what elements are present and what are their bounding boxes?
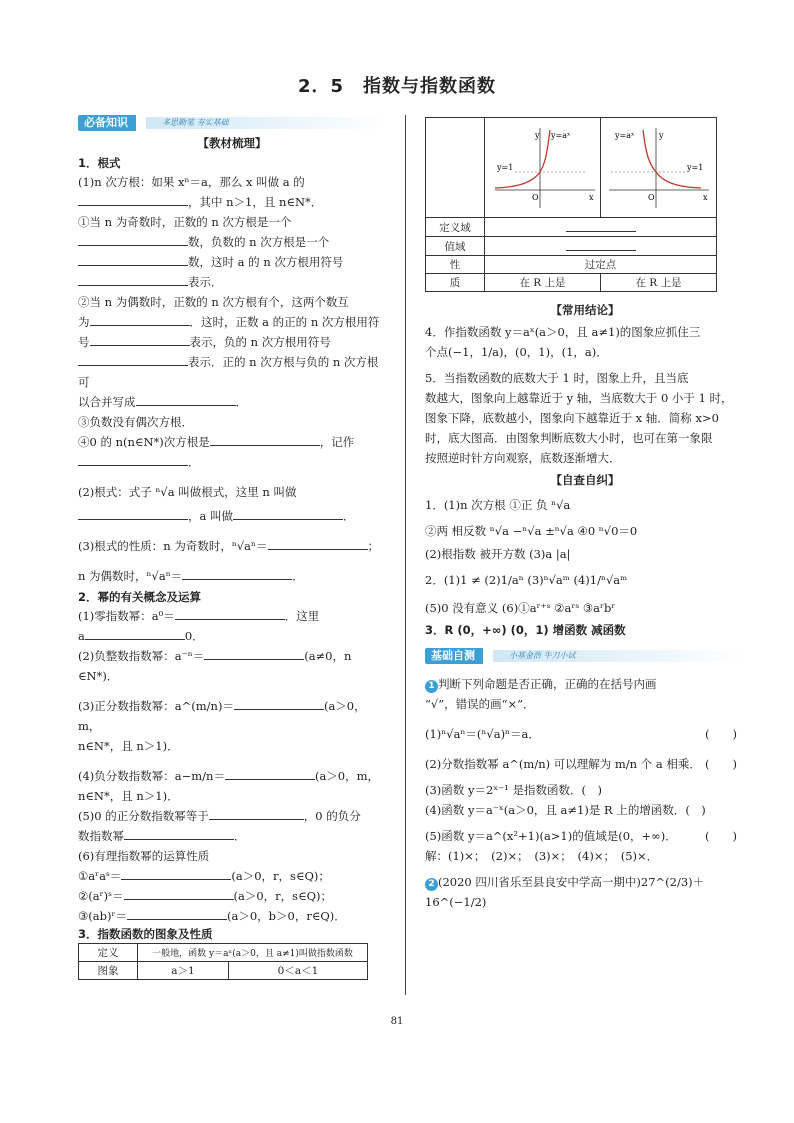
heading-exp-function: 3．指数函数的图象及性质 — [78, 927, 213, 941]
fill-blank[interactable] — [78, 353, 188, 366]
fill-blank[interactable] — [127, 907, 227, 920]
line-label: y=1 — [687, 163, 704, 172]
answer-paren[interactable]: ( ) — [705, 829, 737, 843]
answer-line: 3．R (0，+∞) (0，1) 增函数 减函数 — [425, 623, 626, 637]
question-number: 2 — [425, 878, 438, 891]
fill-blank[interactable] — [136, 393, 236, 406]
solution-line: 解：(1)×； (2)×； (3)×； (4)×； (5)×． — [425, 849, 659, 863]
fill-blank[interactable] — [204, 647, 304, 660]
axis-label-y: y — [659, 131, 664, 140]
selftest-banner — [425, 648, 745, 664]
answer-line: (5)0 没有意义 (6)①aʳ⁺ˢ ②aʳˢ ③aʳbʳ — [425, 601, 616, 615]
answer-paren[interactable]: ( ) — [705, 757, 737, 771]
fill-blank[interactable] — [78, 453, 188, 466]
fill-blank[interactable] — [78, 253, 188, 266]
axis-label-x: x — [703, 193, 708, 202]
graph-increasing — [485, 118, 600, 214]
section-heading: 【教材梳理】 — [197, 136, 267, 150]
fill-blank[interactable] — [566, 238, 636, 251]
graph-decreasing — [601, 118, 716, 214]
fill-blank[interactable] — [78, 233, 188, 246]
page-title: 2．5 指数与指数函数 — [297, 76, 497, 97]
fill-blank[interactable] — [268, 537, 368, 550]
banner-tag: 基础自测 — [425, 648, 483, 664]
fill-blank[interactable] — [225, 767, 315, 780]
question-number: 1 — [425, 680, 438, 693]
answer-line: ②两 相反数 ⁿ√a −ⁿ√a ±ⁿ√a ④0 ⁿ√0＝0 — [425, 524, 638, 538]
axis-label-y: y — [535, 131, 540, 140]
graph-a-gt-1 — [485, 118, 601, 218]
fill-blank[interactable] — [78, 273, 188, 286]
fill-blank[interactable] — [78, 193, 188, 206]
curve-label: y=aˣ — [551, 131, 571, 140]
answer-line: 2．(1)1 ≠ (2)1/aⁿ (3)ⁿ√aᵐ (4)1/ⁿ√aᵐ — [425, 573, 628, 587]
heading-radical: 1．根式 — [78, 156, 121, 170]
fill-blank[interactable] — [182, 567, 292, 580]
section-heading: 【自查自纠】 — [550, 473, 620, 487]
left-column: 必备知识 多思勤笔 夯实基础 【教材梳理】 1．根式 (1)n 次方根：如果 xⁿ＝a，那么 x 叫做 a 的 ，其中 n＞1，且 n∈N*． ①当 n 为奇数时，正数的 n 次方根是一个 数，负数的 n 次方根是一个 数，这时 a 的 n 次方根用符号 表示． ②当 n 为偶数时，正数的 n 次方根有个，这两个数互 为 ．这时，正数 a 的正的 n 次方根用符 号 表示，负的 n 次方根用符号 表示．正的 n 次方根与负的 n 次方根可 以合并写成 ． ③负数没有偶次方根． ④0 的 n(n∈N*)次方根是 ，记作 ． (2)根式：式子 ⁿ√a 叫做根式，这里 n 叫做 ，a 叫做 ． (3)根式的性质：n 为奇数时，ⁿ√aⁿ＝ ； n 为偶数时，ⁿ√aⁿ＝ ． 2．幂的有关概念及运算 (1)零指数幂：a⁰＝ ．这里 a 0． (2)负整数指数幂：a⁻ⁿ＝ (a≠0，n ∈N*)． (3)正分数指数幂：a^(m/n)＝ (a＞0，m， n∈N*，且 n＞1)． (4)负分数指数幂：a−m/n＝ (a＞0，m， n∈N*，且 n＞1)． (5)0 的正分数指数幂等于 ，0 的负分 数指数幂 ． (6)有理指数幂的运算性质 ①aʳaˢ＝ (a＞0，r，s∈Q)； ②(aʳ)ˢ＝ (a＞0，r，s∈Q)； ③(ab)ʳ＝ (a＞0，b＞0，r∈Q)． 3．指数函数的图象及性质 定义 一般地，函数 y＝aˣ(a＞0，且 a≠1)叫做指数函数 图象 a＞1 0＜a＜1 — [78, 115, 386, 980]
fill-blank[interactable] — [124, 827, 234, 840]
axis-label-x: x — [589, 193, 594, 202]
fill-blank[interactable] — [124, 887, 234, 900]
origin-label: O — [648, 193, 655, 202]
fill-blank[interactable] — [210, 433, 320, 446]
fill-blank[interactable] — [85, 627, 185, 640]
banner-subtitle: 小基金浩 牛刀小试 — [509, 651, 576, 660]
banner-tag: 必备知识 — [78, 115, 136, 131]
banner-subtitle: 多思勤笔 夯实基础 — [162, 118, 229, 127]
fill-blank[interactable] — [566, 219, 636, 232]
fill-blank[interactable] — [233, 507, 343, 520]
fill-blank[interactable] — [90, 313, 190, 326]
curve-label: y=aˣ — [615, 131, 635, 140]
exp-function-table: 定义 一般地，函数 y＝aˣ(a＞0，且 a≠1)叫做指数函数 图象 a＞1 0＜a＜1 — [78, 943, 368, 980]
line-label: y=1 — [497, 163, 514, 172]
origin-label: O — [532, 193, 539, 202]
fill-blank[interactable] — [78, 507, 188, 520]
exp-graph-table: y y=aˣ y=1 O x y y=aˣ y=1 O x 定义域 值域 性 过定点 质 在 R 上是 在 R 上是 — [425, 117, 717, 292]
fill-blank[interactable] — [175, 607, 285, 620]
knowledge-banner — [78, 115, 386, 131]
answer-line: 1．(1)n 次方根 ①正 负 ⁿ√a — [425, 498, 571, 512]
section-heading: 【常用结论】 — [550, 303, 620, 317]
right-column: y y=aˣ y=1 O x y y=aˣ y=1 O x 定义域 值域 性 过定点 质 在 R 上是 在 R 上是 【常用结论】 4．作指数函数 y＝aˣ(a＞0，且 a≠1)的图象应抓住三 个点(−1，1/a)，(0，1)，(1，a)． 5．当指数函数的底数大于 1 时，图象上升，且当底 数越大，图象向上越靠近于 y 轴，当底数大于 0 小于 1 时， 图象下降，底数越小，图象向下越靠近于 x 轴．简称 x>0 时，底大图高．由图象判断底数大小时，也可在第一象限 按照逆时针方向观察，底数逐渐增大． 【自查自纠】 1．(1)n 次方根 ①正 负 ⁿ√a ②两 相反数 ⁿ√a −ⁿ√a ±ⁿ√a ④0 ⁿ√0＝0 (2)根指数 被开方数 (3)a |a| 2．(1)1 ≠ (2)1/aⁿ (3)ⁿ√aᵐ (4)1/ⁿ√aᵐ (5)0 没有意义 (6)①aʳ⁺ˢ ②aʳˢ ③aʳbʳ 3．R (0，+∞) (0，1) 增函数 减函数 基础自测 小基金浩 牛刀小试 1 判断下列命题是否正确，正确的在括号内画 “√”，错误的画“×”． (1)ⁿ√aⁿ＝(ⁿ√a)ⁿ＝a． ( ) (2)分数指数幂 a^(m/n) 可以理解为 m/n 个 a 相乘． ( ) (3)函数 y＝2ˣ⁻¹ 是指数函数．( ) (4)函数 y＝a⁻ˣ(a＞0，且 a≠1)是 R 上的增函数．( ) (5)函数 y＝a^(x²+1)(a>1)的值域是(0，+∞)． ( ) 解：(1)×； (2)×； (3)×； (4)×； (5)×． 2 (2020 四川省乐至县良安中学高一期中)27^(2/3)＋16^(−1/2) — [425, 115, 745, 912]
column-divider — [405, 115, 406, 995]
fill-blank[interactable] — [90, 333, 190, 346]
page-number: 81 — [390, 1016, 404, 1027]
answer-paren[interactable]: ( ) — [705, 727, 737, 741]
text-line: (1)n 次方根：如果 xⁿ＝a，那么 x 叫做 a 的 — [78, 175, 305, 189]
heading-powers: 2．幂的有关概念及运算 — [78, 590, 202, 604]
fill-blank[interactable] — [209, 807, 304, 820]
graph-a-lt-1 — [601, 118, 717, 218]
fill-blank[interactable] — [121, 867, 231, 880]
answer-line: (2)根指数 被开方数 (3)a |a| — [425, 547, 571, 561]
fill-blank[interactable] — [234, 697, 324, 710]
